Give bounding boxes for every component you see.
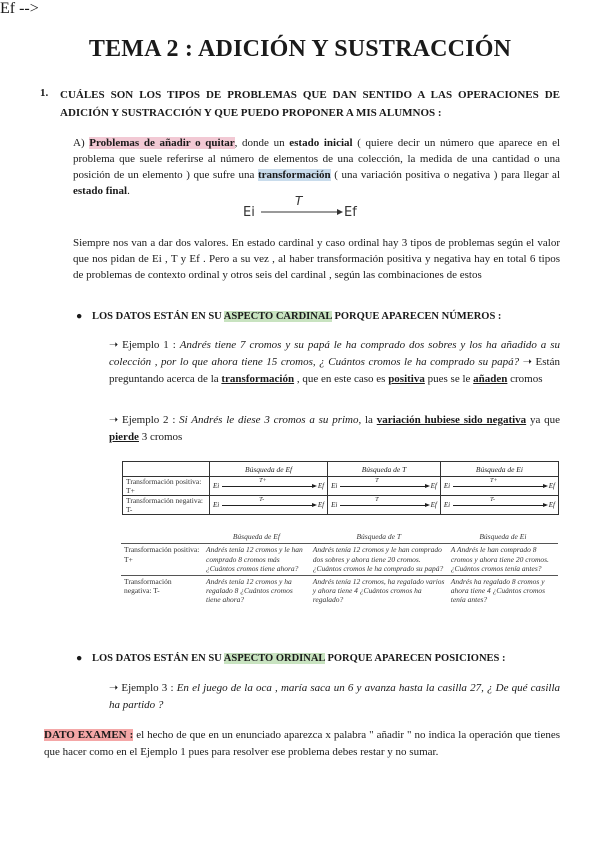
row-label: Transformación positiva: T+	[123, 477, 210, 496]
column-header: Búsqueda de Ei	[440, 462, 558, 477]
transformation-diagram	[243, 196, 363, 224]
section-heading: CUÁLES SON LOS TIPOS DE PROBLEMAS QUE DAN SENTIDO A LAS OPERACIONES DE ADICIÓN Y SUSTRACCIÓN Y QUE PUEDO PROPONER A MIS ALUMNOS :	[60, 89, 560, 119]
table-cell: A Andrés le han comprado 8 cromos y ahora tiene 20 cromos. ¿Cuántos cromos tenía antes?	[448, 544, 558, 575]
text-segment: ya que	[526, 414, 560, 426]
item-prefix: A)	[73, 137, 85, 149]
example-quote: Andrés tiene 7 cromos y su papá le ha comprado dos sobres y los ha añadido a su colección , por lo que ahora tiene 15 cromos, ¿ Cuántos cromos le ha comprado su papá?	[109, 339, 561, 368]
underline-lose: pierde	[109, 431, 139, 443]
exam-note	[44, 727, 560, 761]
table-corner	[123, 462, 210, 477]
example-quote: Si Andrés le diese 3 cromos a su primo	[179, 414, 359, 426]
cell-end: Ef	[430, 482, 437, 490]
table-cell: Andrés tenía 12 cromos y le han comprado dos sobres y ahora tiene 20 cromos. ¿Cuántos cromos le ha comprado su papá?	[310, 544, 448, 575]
highlight-cardinal: ASPECTO CARDINAL	[223, 311, 332, 322]
diagram-end: Ef	[344, 205, 357, 220]
example-lead: ➝ Ejemplo 1 :	[109, 339, 180, 351]
text-segment: PORQUE APARECEN NÚMEROS :	[331, 311, 502, 322]
text-segment: , que en este caso es	[294, 373, 389, 385]
cell-transform: T	[375, 496, 379, 503]
table-cell	[440, 477, 558, 496]
text-segment: , donde un	[234, 137, 290, 149]
table-row	[121, 575, 558, 606]
text-segment: LOS DATOS ESTÁN EN SU	[92, 653, 224, 664]
cell-start: Ei	[331, 501, 338, 509]
text-segment: ➝ Están preguntando acerca de la	[109, 356, 560, 385]
table-schemes	[122, 461, 559, 515]
table-cell	[210, 496, 328, 515]
text-segment: 3 cromos	[138, 431, 183, 443]
example-quote: En el juego de la oca , maría saca un 6 y avanza hasta la casilla 27, ¿ De qué casilla ha partido ?	[109, 682, 561, 711]
example-2	[109, 412, 560, 446]
underline-add: añaden	[473, 373, 508, 385]
paragraph-summary: Siempre nos van a dar dos valores. En estado cardinal y caso ordinal hay 3 tipos de problemas según el valor que nos pidan de Ei , T y Ef . Pero a su vez , al haber transformación positiva y negativa hay en total 6 tipos de problemas de contexto ordinal y otros seis del cardinal , según las combinaciones de estos	[73, 237, 560, 281]
example-1	[109, 337, 560, 388]
text-segment: pues se le	[424, 373, 474, 385]
underline-negative: variación hubiese sido negativa	[376, 414, 527, 426]
text-segment: , la	[358, 414, 377, 426]
text-segment: .	[127, 185, 130, 197]
table-row	[123, 477, 559, 496]
table-cell	[328, 477, 441, 496]
exam-note-label: DATO EXAMEN :	[44, 729, 134, 741]
paragraph-add-remove	[73, 135, 560, 199]
bullet-text	[92, 653, 506, 664]
cell-end: Ef	[548, 482, 555, 490]
column-header: Búsqueda de T	[356, 532, 402, 541]
text-segment: ( quiere decir un número que aparece en el problema que suele referirse al número de elementos de una colección, la medida de una cantidad o una posición de un elemento ) que sufre una	[73, 137, 561, 181]
cell-transform: T-	[490, 496, 496, 503]
diagram-start: Ei	[243, 205, 255, 220]
text-segment: cromos	[507, 373, 543, 385]
underline-transformation: transformación	[221, 373, 295, 385]
table-cell	[328, 496, 441, 515]
cell-start: Ei	[443, 501, 451, 509]
table-examples	[121, 531, 558, 606]
diagram-transform: T	[295, 194, 303, 208]
cell-transform: T+	[259, 477, 267, 484]
column-header: Búsqueda de Ef	[232, 532, 280, 541]
row-label: Transformación positiva: T+	[121, 544, 203, 575]
example-lead: ➝ Ejemplo 2 :	[109, 414, 180, 426]
cell-start: Ei	[443, 482, 451, 490]
bullet-dot-icon: ●	[76, 311, 83, 322]
table-row	[121, 544, 558, 575]
cell-start: Ei	[213, 482, 220, 490]
column-header: Búsqueda de T	[328, 462, 441, 477]
table-cell	[440, 496, 558, 515]
text-segment: LOS DATOS ESTÁN EN SU	[92, 311, 224, 322]
cell-start: Ei	[213, 501, 220, 509]
bold-initial-state: estado inicial	[289, 137, 353, 149]
table-cell	[210, 477, 328, 496]
arrow-right-icon	[261, 208, 343, 216]
cell-end: Ef	[548, 501, 555, 509]
cell-start: Ei	[331, 482, 338, 490]
text-segment: PORQUE APARECEN POSICIONES :	[324, 653, 506, 664]
bullet-dot-icon: ●	[76, 653, 83, 664]
exam-note-text: el hecho de que en un enunciado aparezca x palabra " añadir " no indica la operación que tienes que hacer como en el Ejemplo 1 pues para resolver ese problema debes restar y no sumar.	[44, 729, 560, 758]
highlight-transformation: transformación	[257, 169, 331, 181]
example-lead: ➝ Ejemplo 3 :	[109, 682, 177, 694]
row-label: Transformación negativa: T-	[123, 496, 210, 515]
table-cell: Andrés tenía 12 cromos, ha regalado varios y ahora tiene 4 ¿Cuántos cromos ha regalado?	[310, 575, 448, 606]
table-cell: Andrés ha regalado 8 cromos y ahora tiene 4 ¿Cuántos cromos tenía antes?	[448, 575, 558, 606]
column-header: Búsqueda de Ei	[479, 532, 527, 541]
page-title: TEMA 2 : ADICIÓN Y SUSTRACCIÓN	[88, 36, 512, 62]
table-row	[123, 496, 559, 515]
cell-transform: T+	[490, 477, 498, 484]
cell-end: Ef	[317, 501, 325, 509]
example-3	[109, 680, 560, 714]
cell-end: Ef	[430, 501, 437, 509]
section-number: 1.	[40, 87, 49, 99]
table-cell: Andrés tenía 12 cromos y le han comprado 8 cromos más ¿Cuántos cromos tiene ahora?	[203, 544, 310, 575]
underline-positive: positiva	[388, 373, 425, 385]
text-segment: ( una variación positiva o negativa ) para llegar al	[330, 169, 560, 181]
column-header: Búsqueda de Ef	[210, 462, 328, 477]
cell-transform: T	[375, 477, 379, 484]
table-corner	[121, 531, 203, 544]
cell-transform: T-	[259, 496, 265, 503]
highlight-ordinal: ASPECTO ORDINAL	[223, 653, 325, 664]
row-label: Transformación negativa: T-	[121, 575, 203, 606]
bullet-text	[92, 311, 501, 322]
cell-end: Ef	[317, 482, 325, 490]
table-cell: Andrés tenía 12 cromos y ha regalado 8 ¿Cuántos cromos tiene ahora?	[203, 575, 310, 606]
highlight-problem-type: Problemas de añadir o quitar	[89, 137, 235, 149]
bold-final-state: estado final	[73, 185, 128, 197]
